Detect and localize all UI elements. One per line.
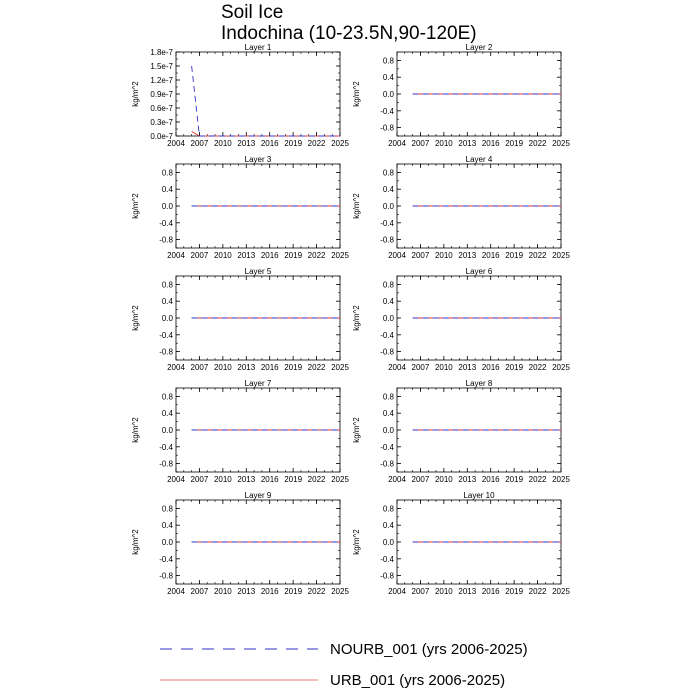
x-tick-label: 2004 — [167, 139, 185, 148]
y-tick-label: 0.4 — [161, 297, 173, 307]
y-axis-label: kg/m^2 — [352, 529, 361, 555]
x-tick-label: 2022 — [528, 139, 547, 148]
y-axis-label: kg/m^2 — [131, 529, 140, 555]
chart-title: Soil Ice — [221, 2, 284, 23]
x-tick-label: 2025 — [331, 587, 349, 596]
y-tick-label: -0.8 — [159, 571, 173, 581]
y-tick-label: 0.0 — [382, 426, 394, 435]
x-tick-label: 2013 — [237, 363, 256, 372]
x-tick-label: 2010 — [213, 251, 232, 260]
y-tick-label: 1.2e-7 — [150, 76, 173, 85]
x-tick-label: 2004 — [388, 363, 406, 372]
x-tick-label: 2025 — [331, 363, 349, 372]
x-tick-label: 2010 — [213, 587, 232, 596]
y-tick-label: 0.8 — [382, 280, 394, 290]
y-tick-label: 0.8 — [161, 280, 173, 290]
series-line-urb — [192, 131, 340, 136]
y-tick-label: 0.6e-7 — [150, 104, 173, 113]
y-tick-label: -0.4 — [380, 218, 394, 228]
x-tick-label: 2022 — [307, 475, 326, 484]
x-tick-label: 2007 — [190, 587, 209, 596]
y-tick-label: -0.4 — [159, 554, 173, 564]
y-tick-label: -0.8 — [380, 123, 394, 133]
y-axis-label: kg/m^2 — [131, 193, 140, 219]
y-tick-label: -0.4 — [380, 442, 394, 452]
y-tick-label: 0.8 — [161, 504, 173, 514]
x-tick-label: 2010 — [213, 363, 232, 372]
x-tick-label: 2022 — [307, 363, 326, 372]
y-tick-label: -0.4 — [380, 330, 394, 340]
x-tick-label: 2016 — [481, 251, 500, 260]
y-tick-label: 0.8 — [382, 392, 394, 402]
y-tick-label: 0.3e-7 — [150, 118, 173, 127]
y-tick-label: 0.0e-7 — [150, 132, 173, 141]
y-tick-label: 0.8 — [161, 392, 173, 402]
x-tick-label: 2019 — [505, 363, 524, 372]
y-axis-label: kg/m^2 — [131, 417, 140, 443]
y-axis-label: kg/m^2 — [352, 305, 361, 331]
series-line-nourb — [192, 66, 340, 136]
x-tick-label: 2010 — [434, 587, 453, 596]
y-tick-label: -0.8 — [159, 459, 173, 469]
y-axis-label: kg/m^2 — [352, 193, 361, 219]
x-tick-label: 2019 — [284, 587, 303, 596]
panel-layer-6 — [352, 267, 570, 372]
y-tick-label: 1.5e-7 — [150, 62, 173, 71]
legend-label-1: NOURB_001 (yrs 2006-2025) — [330, 641, 528, 658]
y-tick-label: 0.4 — [382, 73, 394, 83]
x-tick-label: 2007 — [190, 475, 209, 484]
x-tick-label: 2016 — [481, 139, 500, 148]
y-tick-label: -0.8 — [380, 571, 394, 581]
x-tick-label: 2016 — [260, 139, 279, 148]
chart-subtitle: Indochina (10-23.5N,90-120E) — [221, 23, 477, 44]
y-axis-label: kg/m^2 — [131, 81, 140, 107]
x-tick-label: 2022 — [528, 587, 547, 596]
y-axis-label: kg/m^2 — [352, 417, 361, 443]
y-tick-label: 0.0 — [382, 90, 394, 99]
y-tick-label: 1.8e-7 — [150, 48, 173, 57]
x-tick-label: 2007 — [411, 251, 430, 260]
panel-title: Layer 8 — [465, 379, 493, 388]
panel-title: Layer 7 — [244, 379, 272, 388]
panel-layer-1 — [131, 43, 349, 148]
x-tick-label: 2007 — [411, 475, 430, 484]
y-tick-label: 0.0 — [161, 426, 173, 435]
y-tick-label: 0.4 — [382, 297, 394, 307]
panel-layer-5 — [131, 267, 349, 372]
panel-title: Layer 4 — [465, 155, 493, 164]
x-tick-label: 2013 — [458, 475, 477, 484]
panel-layer-3 — [131, 155, 349, 260]
x-tick-label: 2004 — [388, 251, 406, 260]
x-tick-label: 2007 — [190, 363, 209, 372]
panel-layer-8 — [352, 379, 570, 484]
y-tick-label: 0.9e-7 — [150, 90, 173, 99]
y-tick-label: -0.8 — [159, 235, 173, 245]
x-tick-label: 2016 — [260, 251, 279, 260]
y-tick-label: 0.8 — [161, 168, 173, 178]
x-tick-label: 2022 — [307, 139, 326, 148]
panel-title: Layer 2 — [465, 43, 493, 52]
x-tick-label: 2004 — [388, 139, 406, 148]
x-tick-label: 2013 — [458, 363, 477, 372]
y-tick-label: 0.0 — [161, 314, 173, 323]
y-tick-label: 0.0 — [161, 202, 173, 211]
x-tick-label: 2004 — [167, 251, 185, 260]
x-tick-label: 2025 — [552, 363, 570, 372]
x-tick-label: 2019 — [284, 251, 303, 260]
x-tick-label: 2004 — [167, 363, 185, 372]
x-tick-label: 2010 — [213, 475, 232, 484]
y-tick-label: 0.8 — [382, 168, 394, 178]
panel-layer-10 — [352, 491, 570, 596]
x-tick-label: 2019 — [505, 587, 524, 596]
y-tick-label: 0.0 — [382, 538, 394, 547]
x-tick-label: 2016 — [260, 363, 279, 372]
panel-title: Layer 6 — [465, 267, 493, 276]
panel-layer-2 — [352, 43, 570, 148]
panel-layer-7 — [131, 379, 349, 484]
x-tick-label: 2025 — [331, 139, 349, 148]
x-tick-label: 2019 — [505, 139, 524, 148]
y-tick-label: 0.4 — [161, 409, 173, 419]
x-tick-label: 2007 — [411, 363, 430, 372]
y-tick-label: -0.4 — [159, 330, 173, 340]
x-tick-label: 2025 — [552, 587, 570, 596]
y-tick-label: 0.4 — [382, 521, 394, 531]
x-tick-label: 2022 — [528, 475, 547, 484]
x-tick-label: 2022 — [528, 363, 547, 372]
y-tick-label: 0.0 — [382, 314, 394, 323]
legend — [160, 641, 528, 689]
x-tick-label: 2007 — [411, 587, 430, 596]
panel-title: Layer 1 — [244, 43, 272, 52]
x-tick-label: 2022 — [307, 587, 326, 596]
x-tick-label: 2025 — [552, 251, 570, 260]
y-tick-label: -0.8 — [380, 235, 394, 245]
x-tick-label: 2019 — [284, 475, 303, 484]
x-tick-label: 2010 — [434, 363, 453, 372]
x-tick-label: 2025 — [552, 139, 570, 148]
x-tick-label: 2025 — [331, 251, 349, 260]
panel-title: Layer 10 — [463, 491, 495, 500]
x-tick-label: 2013 — [237, 139, 256, 148]
y-tick-label: -0.4 — [380, 106, 394, 116]
x-tick-label: 2016 — [481, 363, 500, 372]
x-tick-label: 2016 — [260, 587, 279, 596]
x-tick-label: 2019 — [284, 139, 303, 148]
y-tick-label: 0.4 — [382, 409, 394, 419]
panel-layer-9 — [131, 491, 349, 596]
x-tick-label: 2025 — [331, 475, 349, 484]
x-tick-label: 2010 — [213, 139, 232, 148]
panel-title: Layer 5 — [244, 267, 272, 276]
y-tick-label: -0.4 — [159, 218, 173, 228]
x-tick-label: 2013 — [458, 139, 477, 148]
y-tick-label: -0.4 — [159, 442, 173, 452]
y-tick-label: 0.4 — [161, 185, 173, 195]
y-tick-label: -0.8 — [380, 347, 394, 357]
x-tick-label: 2013 — [237, 587, 256, 596]
x-tick-label: 2013 — [458, 251, 477, 260]
x-tick-label: 2022 — [307, 251, 326, 260]
x-tick-label: 2019 — [505, 251, 524, 260]
x-tick-label: 2010 — [434, 139, 453, 148]
panel-title: Layer 3 — [244, 155, 272, 164]
x-tick-label: 2013 — [237, 251, 256, 260]
y-tick-label: 0.8 — [382, 56, 394, 66]
x-tick-label: 2010 — [434, 251, 453, 260]
panel-title: Layer 9 — [244, 491, 272, 500]
y-tick-label: 0.0 — [161, 538, 173, 547]
x-tick-label: 2022 — [528, 251, 547, 260]
x-tick-label: 2019 — [284, 363, 303, 372]
x-tick-label: 2004 — [167, 587, 185, 596]
y-axis-label: kg/m^2 — [352, 81, 361, 107]
y-tick-label: 0.0 — [382, 202, 394, 211]
panel-layer-4 — [352, 155, 570, 260]
legend-label-2: URB_001 (yrs 2006-2025) — [330, 672, 506, 689]
x-tick-label: 2010 — [434, 475, 453, 484]
y-axis-label: kg/m^2 — [131, 305, 140, 331]
panels-grid — [131, 43, 570, 596]
y-tick-label: 0.8 — [382, 504, 394, 514]
x-tick-label: 2016 — [260, 475, 279, 484]
y-tick-label: -0.8 — [159, 347, 173, 357]
x-tick-label: 2016 — [481, 475, 500, 484]
y-tick-label: 0.4 — [382, 185, 394, 195]
x-tick-label: 2007 — [411, 139, 430, 148]
x-tick-label: 2007 — [190, 139, 209, 148]
x-tick-label: 2004 — [388, 587, 406, 596]
x-tick-label: 2016 — [481, 587, 500, 596]
x-tick-label: 2025 — [552, 475, 570, 484]
y-tick-label: -0.4 — [380, 554, 394, 564]
x-tick-label: 2004 — [388, 475, 406, 484]
x-tick-label: 2013 — [237, 475, 256, 484]
panel-frame — [176, 52, 340, 136]
x-tick-label: 2004 — [167, 475, 185, 484]
x-tick-label: 2013 — [458, 587, 477, 596]
x-tick-label: 2007 — [190, 251, 209, 260]
x-tick-label: 2019 — [505, 475, 524, 484]
y-tick-label: 0.4 — [161, 521, 173, 531]
y-tick-label: -0.8 — [380, 459, 394, 469]
